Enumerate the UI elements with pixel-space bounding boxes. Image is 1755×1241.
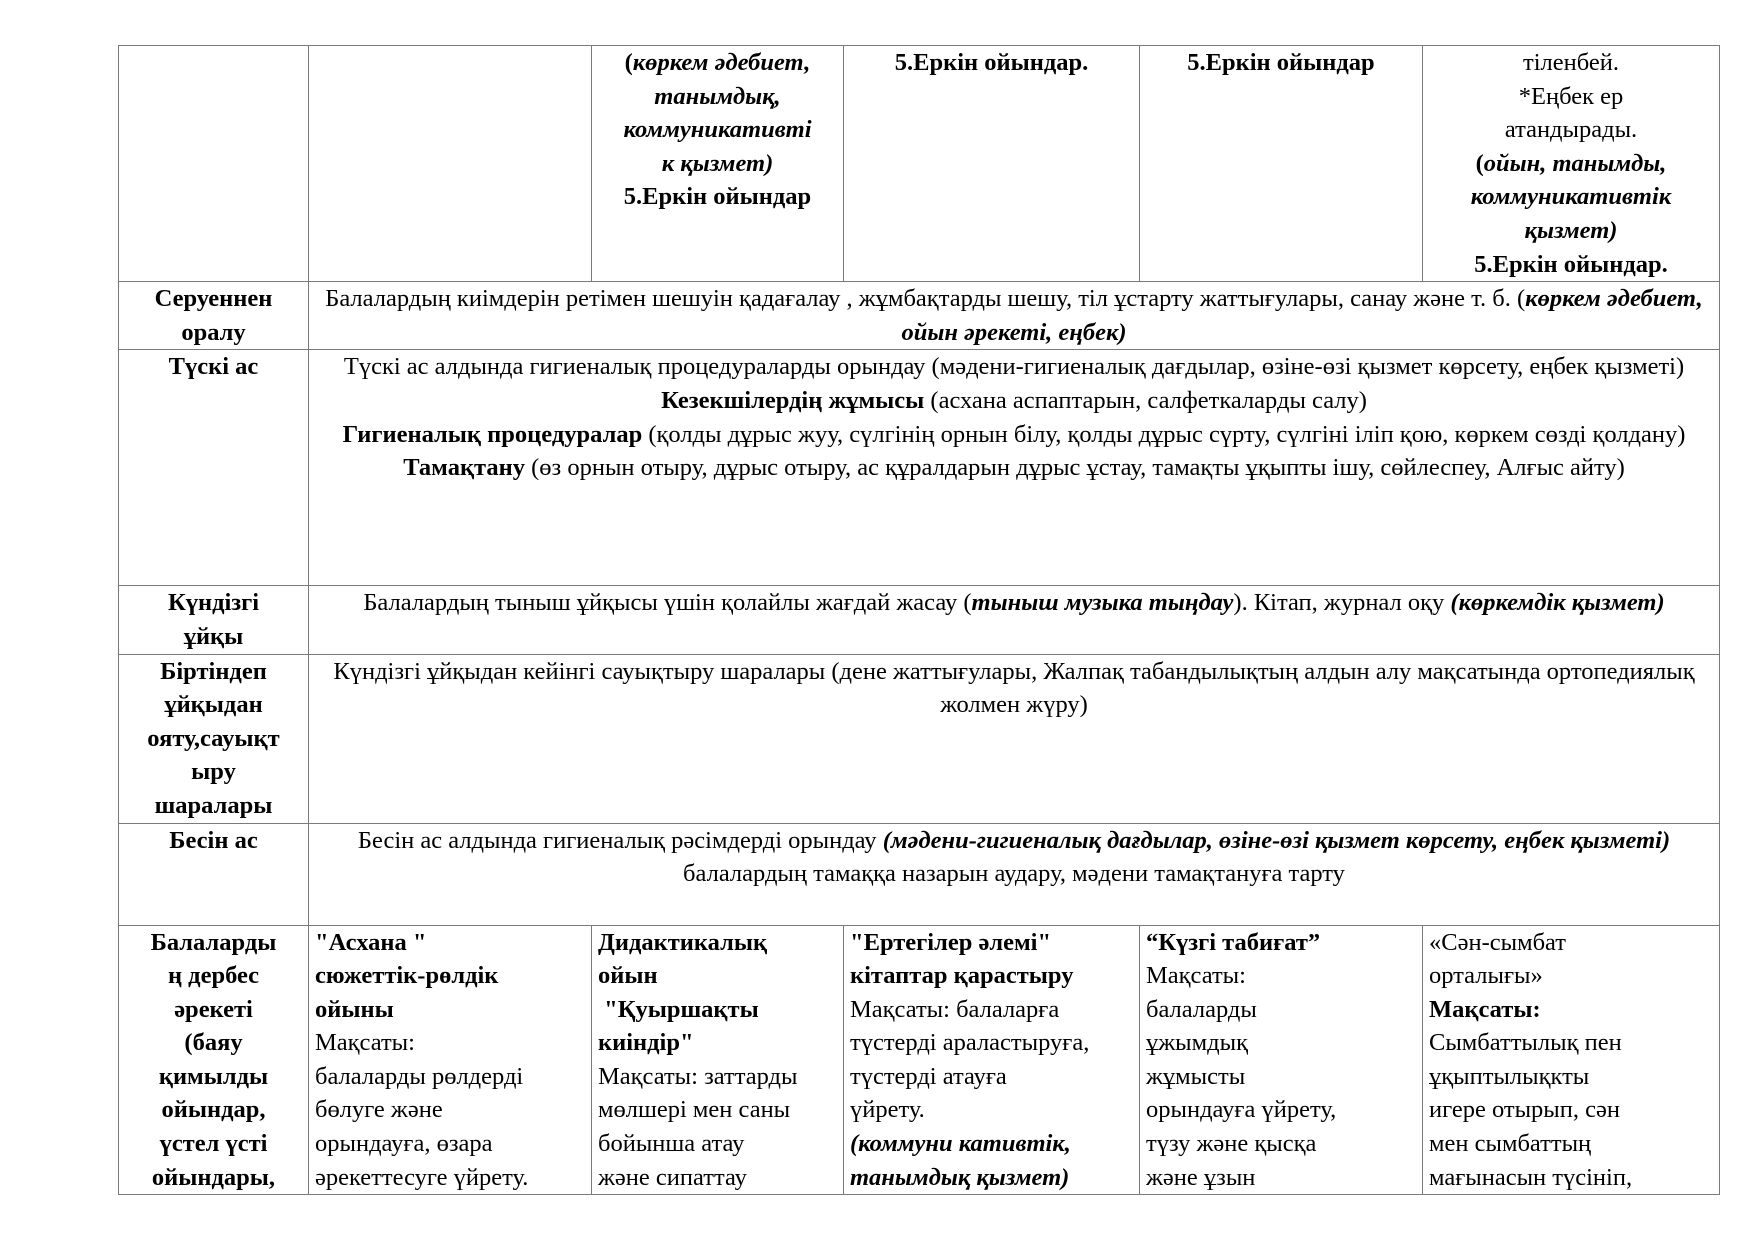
activity-cell-thursday: 5.Еркін ойындар.: [844, 46, 1140, 282]
return-walk-row: [119, 282, 1720, 350]
lunch-text: Түскі ас алдында гигиеналық процедураларды орындау (мәдени-гигиеналық дағдылар, өзіне-өзі қызмет көрсету, еңбек қызметі) Кезекшілердің жұмысы (асхана аспаптарын, салфеткаларды салу) Гигиеналық процедуралар (қолды дұрыс жуу, сүлгінің орнын білу, қолды дұрыс сүрту, сүлгіні іліп қою, көркем сөзді қолдану) Тамақтану (өз орнын отыру, дұрыс отыру, ас құралдарын дұрыс ұстау, тамақты ұқыпты ішу, сөйлеспеу, Алғыс айту): [309, 350, 1720, 586]
row-heading: Түскі ас: [119, 350, 309, 586]
nap-text: Балалардың тыныш ұйқысы үшін қолайлы жағдай жасау (тыныш музыка тыңдау). Кітап, журнал оқу (көркемдік қызмет): [309, 586, 1720, 654]
activity-card-thursday: “Күзгі табиғат” Мақсаты: балаларды ұжымдық жұмысты орындауға үйрету, түзу және қысқа және ұзын: [1140, 925, 1423, 1195]
wakeup-text: Күндізгі ұйқыдан кейінгі сауықтыру шаралары (дене жаттығулары, Жалпақ табандылықтың алдын алу мақсатында ортопедиялық жолмен жүру): [309, 654, 1720, 823]
activity-cell-saturday: тіленбей. *Еңбек ер атандырады. (ойын, танымды, коммуникативтік қызмет) 5.Еркін ойындар.: [1423, 46, 1720, 282]
row-heading: Күндізгі ұйқы: [119, 586, 309, 654]
wakeup-row: [119, 654, 1720, 823]
empty-cell: [119, 46, 309, 282]
activity-cell-wednesday: (көркем әдебиет, танымдық, коммуникативті к қызмет) 5.Еркін ойындар: [592, 46, 844, 282]
snack-text: Бесін ас алдында гигиеналық рәсімдерді орындау (мәдени-гигиеналық дағдылар, өзіне-өзі қызмет көрсету, еңбек қызметі) балалардың тамаққа назарын аудару, мәдени тамақтануға тарту: [309, 823, 1720, 925]
continued-row: [119, 46, 1720, 282]
row-heading: Біртіндеп ұйқыдан ояту,сауықт ыру шаралары: [119, 654, 309, 823]
activity-card-tuesday: Дидактикалық ойын "Қуыршақты киіндір" Мақсаты: заттарды мөлшері мен саны бойынша атау және сипаттау: [592, 925, 844, 1195]
return-walk-text: Балалардың киімдерін ретімен шешуін қадағалау , жұмбақтарды шешу, тіл ұстарту жаттығулары, санау және т. б. (көркем әдебиет, ойын әрекеті, еңбек): [309, 282, 1720, 350]
independent-activity-row: [119, 925, 1720, 1195]
lunch-row: [119, 350, 1720, 586]
activity-card-friday: «Сән-сымбат орталығы» Мақсаты: Сымбаттылық пен ұқыптылықкты игере отырып, сән мен сымбаттың мағынасын түсініп,: [1423, 925, 1720, 1195]
row-heading: Серуеннен оралу: [119, 282, 309, 350]
activity-card-wednesday: "Ертегілер әлемі" кітаптар қарастыру Мақсаты: балаларға түстерді араластыруға, түстерді атауға үйрету. (коммуни кативтік, танымдық қызмет): [844, 925, 1140, 1195]
activity-card-monday: "Асхана " сюжеттік-рөлдік ойыны Мақсаты: балаларды рөлдерді бөлуге және орындауға, өзара әрекеттесуге үйрету.: [309, 925, 592, 1195]
schedule-sheet: [118, 45, 1719, 1195]
empty-cell: [309, 46, 592, 282]
activity-cell-friday: 5.Еркін ойындар: [1140, 46, 1423, 282]
daily-schedule-table: [118, 45, 1720, 1195]
row-heading: Бесін ас: [119, 823, 309, 925]
row-heading: Балаларды ң дербес әрекеті (баяу қимылды ойындар, үстел үсті ойындары,: [119, 925, 309, 1195]
nap-row: [119, 586, 1720, 654]
snack-row: [119, 823, 1720, 925]
